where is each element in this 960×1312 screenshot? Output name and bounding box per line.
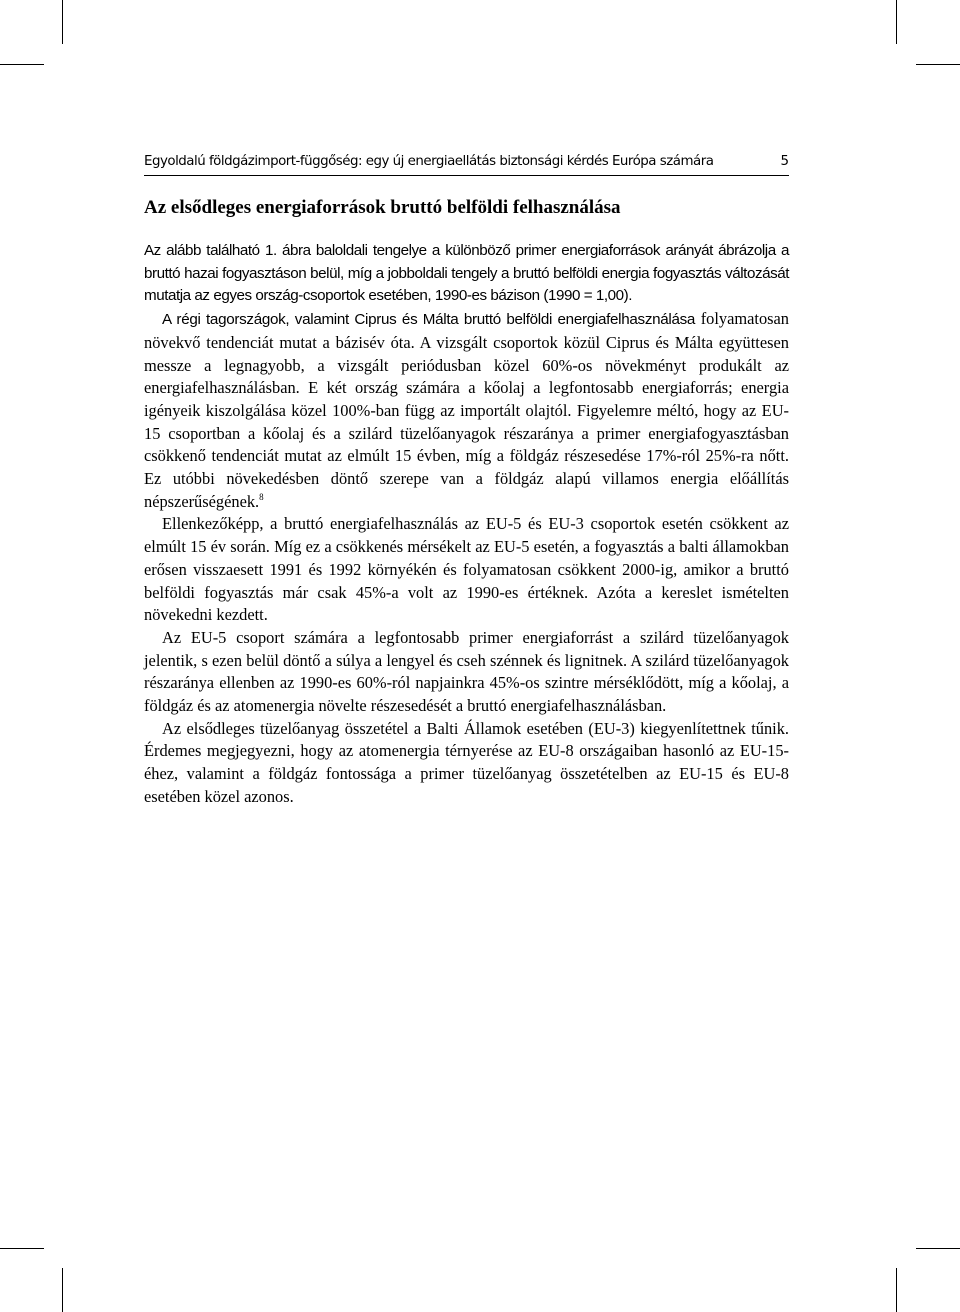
paragraph-1: Az alább található 1. ábra baloldali tengelye a különböző primer energiaforrások arányát ábrázolja a bruttó hazai fogyasztáson belül, míg a jobboldali tengely a bruttó belföldi energia fogyasztás változását mutatja az egyes ország-csoportok esetében, 1990-es bázison (1990 = 1,00). [144, 242, 789, 305]
running-header [144, 153, 789, 176]
paragraph-2-body: folyamatosan növekvő tendenciát mutat a bázisév óta. A vizsgált csoportok közül Ciprus és Málta együttesen messze a legnagyobb, a vizsgált periódusban közel 60%-os növekményt produkált az energiafelhasználásban. E két ország számára a kőolaj a legfontosabb energiaforrás; energia igényeik kiszolgálása közel 100%-ban függ az importált olajtól. Figyelemre méltó, hogy az EU-15 csoportban a kőolaj és a szilárd tüzelőanyagok részaránya a primer energiafogyasztásban csökkenő tendenciát mutat az elmúlt 15 évben, míg a földgáz részesedése 17%-ról 25%-ra nőtt. Ez utóbbi növekedésben döntő szerepe van a földgáz alapú villamos energia előállítás népszerűségének. [144, 309, 789, 511]
paragraph-5: Az elsődleges tüzelőanyag összetétel a Balti Államok esetében (EU-3) kiegyenlítettnek tűnik. Érdemes megjegyezni, hogy az atomenergia térnyerése az EU-8 országaiban hasonló az EU-15-éhez, valamint a földgáz fontossága a primer tüzelőanyag összetételben az EU-15 és EU-8 esetében közel azonos. [144, 718, 789, 806]
page-number: 5 [780, 154, 789, 169]
crop-mark-bottom-right-vertical [896, 1268, 897, 1312]
crop-mark-top-left-vertical [62, 0, 63, 44]
paragraph-3: Ellenkezőképp, a bruttó energiafelhasználás az EU-5 és EU-3 csoportok esetén csökkent az elmúlt 15 év során. Míg ez a csökkenés mérsékelt az EU-5 esetén, a fogyasztás a balti államokban erősen visszaesett 1991 és 1992 környékén és folyamatosan csökkent 2000-ig, amikor a bruttó belföldi fogyasztás már csak 45%-a volt az 1990-es értéknek. Azóta a kereslet ismételten növekedni kezdett. [144, 514, 789, 625]
paragraph-4: Az EU-5 csoport számára a legfontosabb primer energiaforrást a szilárd tüzelőanyagok jelentik, s ezen belül döntő a súlya a lengyel és cseh szénnek és lignitnek. A szilárd tüzelőanyagok részaránya ellenben az 1990-es 60%-ról napjainkra 45%-os szintre mérséklődött, míg a kőolaj, a földgáz és az atomenergia növelte részesedését a bruttó energiafelhasználásban. [144, 627, 789, 716]
crop-mark-bottom-left-vertical [62, 1268, 63, 1312]
crop-mark-bottom-right-horizontal [916, 1248, 960, 1249]
footnote-ref: 8 [259, 491, 264, 502]
body-text [144, 240, 789, 809]
crop-mark-bottom-left-horizontal [0, 1248, 44, 1249]
paragraph-2-lead: A régi tagországok, valamint Ciprus és Málta bruttó belföldi energiafelhasználása [162, 311, 696, 329]
running-header-title: Egyoldalú földgázimport-függőség: egy új energiaellátás biztonsági kérdés Európa számára [144, 154, 714, 169]
crop-mark-top-right-vertical [896, 0, 897, 44]
section-title: Az elsődleges energiaforrások bruttó belföldi felhasználása [144, 197, 621, 218]
crop-mark-top-right-horizontal [916, 64, 960, 65]
paragraph-2 [144, 308, 789, 513]
crop-mark-top-left-horizontal [0, 64, 44, 65]
